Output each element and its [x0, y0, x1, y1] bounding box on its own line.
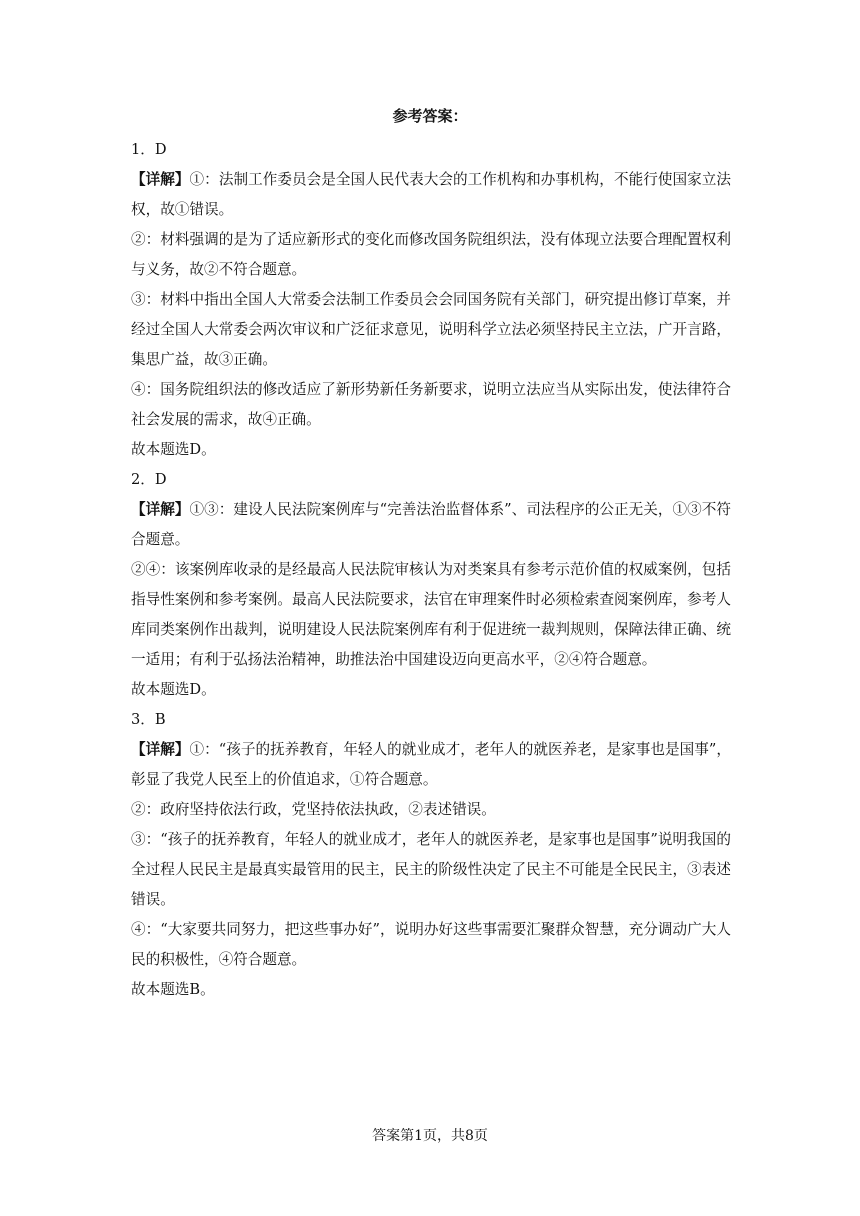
answer-2-paragraph-1-text: ①③：建设人民法院案例库与“完善法治监督体系”、司法程序的公正无关，①③不符合题意。	[131, 501, 731, 548]
answer-3-number: 3．B	[131, 711, 166, 728]
page-title: 参考答案：	[392, 107, 468, 125]
answer-1-paragraph-4: ④：国务院组织法的修改适应了新形势新任务新要求，说明立法应当从实际出发，使法律符合社会发展的需求，故④正确。	[131, 381, 731, 428]
answer-1-paragraph-1-text: ①：法制工作委员会是全国人民代表大会的工作机构和办事机构，不能行使国家立法权，故①错误。	[131, 171, 731, 218]
answer-3-paragraph-1-text: ①：“孩子的抚养教育，年轻人的就业成才，老年人的就医养老，是家事也是国事”，彰显了我党人民至上的价值追求，①符合题意。	[131, 741, 731, 788]
answer-2-number: 2．D	[131, 471, 167, 488]
answer-3-conclusion: 故本题选B。	[131, 981, 215, 998]
answer-3-paragraph-3: ③：“孩子的抚养教育，年轻人的就业成才，老年人的就医养老，是家事也是国事”说明我国的全过程人民民主是最真实最管用的民主，民主的阶级性决定了民主不可能是全民民主，③表述错误。	[131, 831, 731, 908]
answer-1-paragraph-2: ②：材料强调的是为了适应新形式的变化而修改国务院组织法，没有体现立法要合理配置权利与义务，故②不符合题意。	[131, 231, 731, 278]
answer-3-detail-tag: 【详解】	[131, 741, 190, 758]
answer-1-detail-tag: 【详解】	[131, 171, 190, 188]
answer-3-paragraph-4: ④：“大家要共同努力，把这些事办好”，说明办好这些事需要汇聚群众智慧，充分调动广大人民的积极性，④符合题意。	[131, 921, 731, 968]
answer-2-conclusion: 故本题选D。	[131, 681, 216, 698]
answer-2-paragraph-1	[131, 495, 731, 555]
answer-1-paragraph-1	[131, 165, 731, 225]
answer-2-paragraph-2: ②④：该案例库收录的是经最高人民法院审核认为对类案具有参考示范价值的权威案例，包括指导性案例和参考案例。最高人民法院要求，法官在审理案件时必须检索查阅案例库，参考人库同类案例作出裁判，说明建设人民法院案例库有利于促进统一裁判规则，保障法律正确、统一适用；有利于弘扬法治精神，助推法治中国建设迈向更高水平，②④符合题意。	[131, 561, 731, 668]
answer-3-paragraph-2: ②：政府坚持依法行政，党坚持依法执政，②表述错误。	[131, 801, 496, 818]
answer-1-paragraph-3: ③：材料中指出全国人大常委会法制工作委员会会同国务院有关部门，研究提出修订草案，并经过全国人大常委会两次审议和广泛征求意见，说明科学立法必须坚持民主立法，广开言路，集思广益，故③正确。	[131, 291, 731, 368]
page-footer: 答案第1页，共8页	[372, 1128, 488, 1144]
answer-content	[131, 135, 731, 1005]
answer-3-paragraph-1	[131, 735, 731, 795]
answer-1-number: 1．D	[131, 141, 167, 158]
answer-2-detail-tag: 【详解】	[131, 501, 190, 518]
answer-1-conclusion: 故本题选D。	[131, 441, 216, 458]
